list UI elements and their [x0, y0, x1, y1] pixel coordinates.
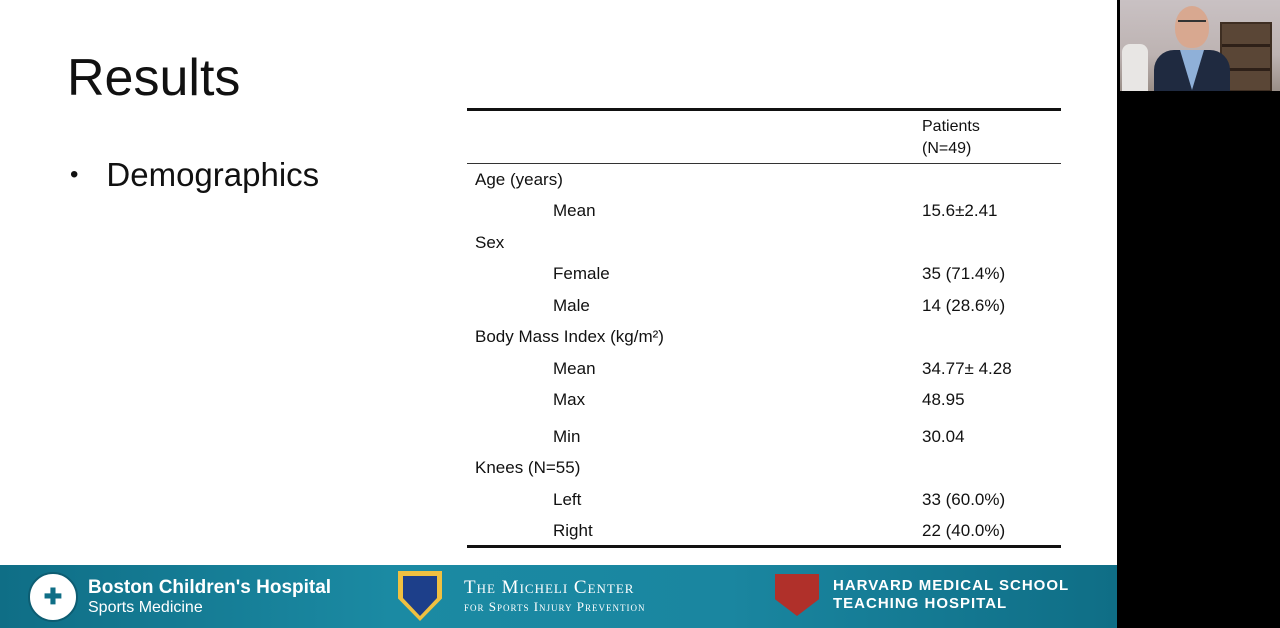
table-row	[467, 517, 1061, 547]
bullet-text: Demographics	[106, 156, 320, 193]
hms-subtitle: TEACHING HOSPITAL	[833, 595, 1008, 612]
bch-logo	[28, 572, 331, 622]
row-label: Sex	[475, 233, 505, 252]
row-label: Body Mass Index (kg/m²)	[475, 327, 664, 346]
hms-logo	[775, 574, 1069, 616]
row-label: Age (years)	[475, 170, 563, 189]
row-label: Mean	[553, 201, 596, 220]
table-row	[467, 486, 1061, 516]
column-header	[922, 116, 980, 160]
table-row	[467, 229, 1061, 259]
column-header-line2: (N=49)	[922, 140, 972, 157]
table-row	[467, 166, 1061, 196]
row-value: 14 (28.6%)	[922, 296, 1006, 315]
row-value: 30.04	[922, 427, 965, 446]
table-top-rule	[467, 108, 1061, 111]
presenter-video-thumbnail[interactable]	[1120, 0, 1280, 91]
table-bottom-rule	[467, 545, 1061, 548]
row-label: Min	[553, 427, 581, 446]
slide-title: Results	[67, 49, 241, 107]
table-row	[467, 386, 1061, 416]
lab-coat	[1122, 44, 1148, 91]
table-row	[467, 197, 1061, 227]
micheli-subtitle: for Sports Injury Prevention	[464, 599, 646, 614]
row-value: 15.6±2.41	[922, 201, 998, 220]
bullet-item	[70, 156, 319, 194]
row-label: Left	[553, 490, 582, 509]
table-row	[467, 323, 1061, 353]
row-label: Right	[553, 521, 593, 540]
row-label: Mean	[553, 359, 596, 378]
micheli-logo	[398, 571, 646, 621]
table-header-rule	[467, 163, 1061, 164]
column-header-line1: Patients	[922, 118, 980, 135]
harvard-shield-icon	[775, 574, 819, 616]
micheli-shield-icon	[398, 571, 442, 621]
table-row	[467, 454, 1061, 484]
table-row	[467, 260, 1061, 290]
boston-childrens-logo-icon: ✚	[28, 572, 78, 622]
table-row	[467, 423, 1061, 453]
row-value: 35 (71.4%)	[922, 264, 1006, 283]
row-label: Female	[553, 264, 610, 283]
row-label: Max	[553, 390, 586, 409]
presenter-glasses	[1178, 20, 1206, 28]
row-label: Male	[553, 296, 590, 315]
footer-banner	[0, 565, 1117, 628]
bullet-dot-icon: •	[70, 161, 79, 188]
row-value: 33 (60.0%)	[922, 490, 1006, 509]
bch-division: Sports Medicine	[88, 599, 203, 616]
table-row	[467, 355, 1061, 385]
row-value: 22 (40.0%)	[922, 521, 1006, 540]
table-row	[467, 292, 1061, 322]
row-value: 48.95	[922, 390, 965, 409]
micheli-name: The Micheli Center	[464, 577, 635, 598]
row-label: Knees (N=55)	[475, 458, 581, 477]
hms-name: HARVARD MEDICAL SCHOOL	[833, 577, 1070, 594]
bch-name: Boston Children's Hospital	[88, 577, 332, 598]
row-value: 34.77± 4.28	[922, 359, 1012, 378]
